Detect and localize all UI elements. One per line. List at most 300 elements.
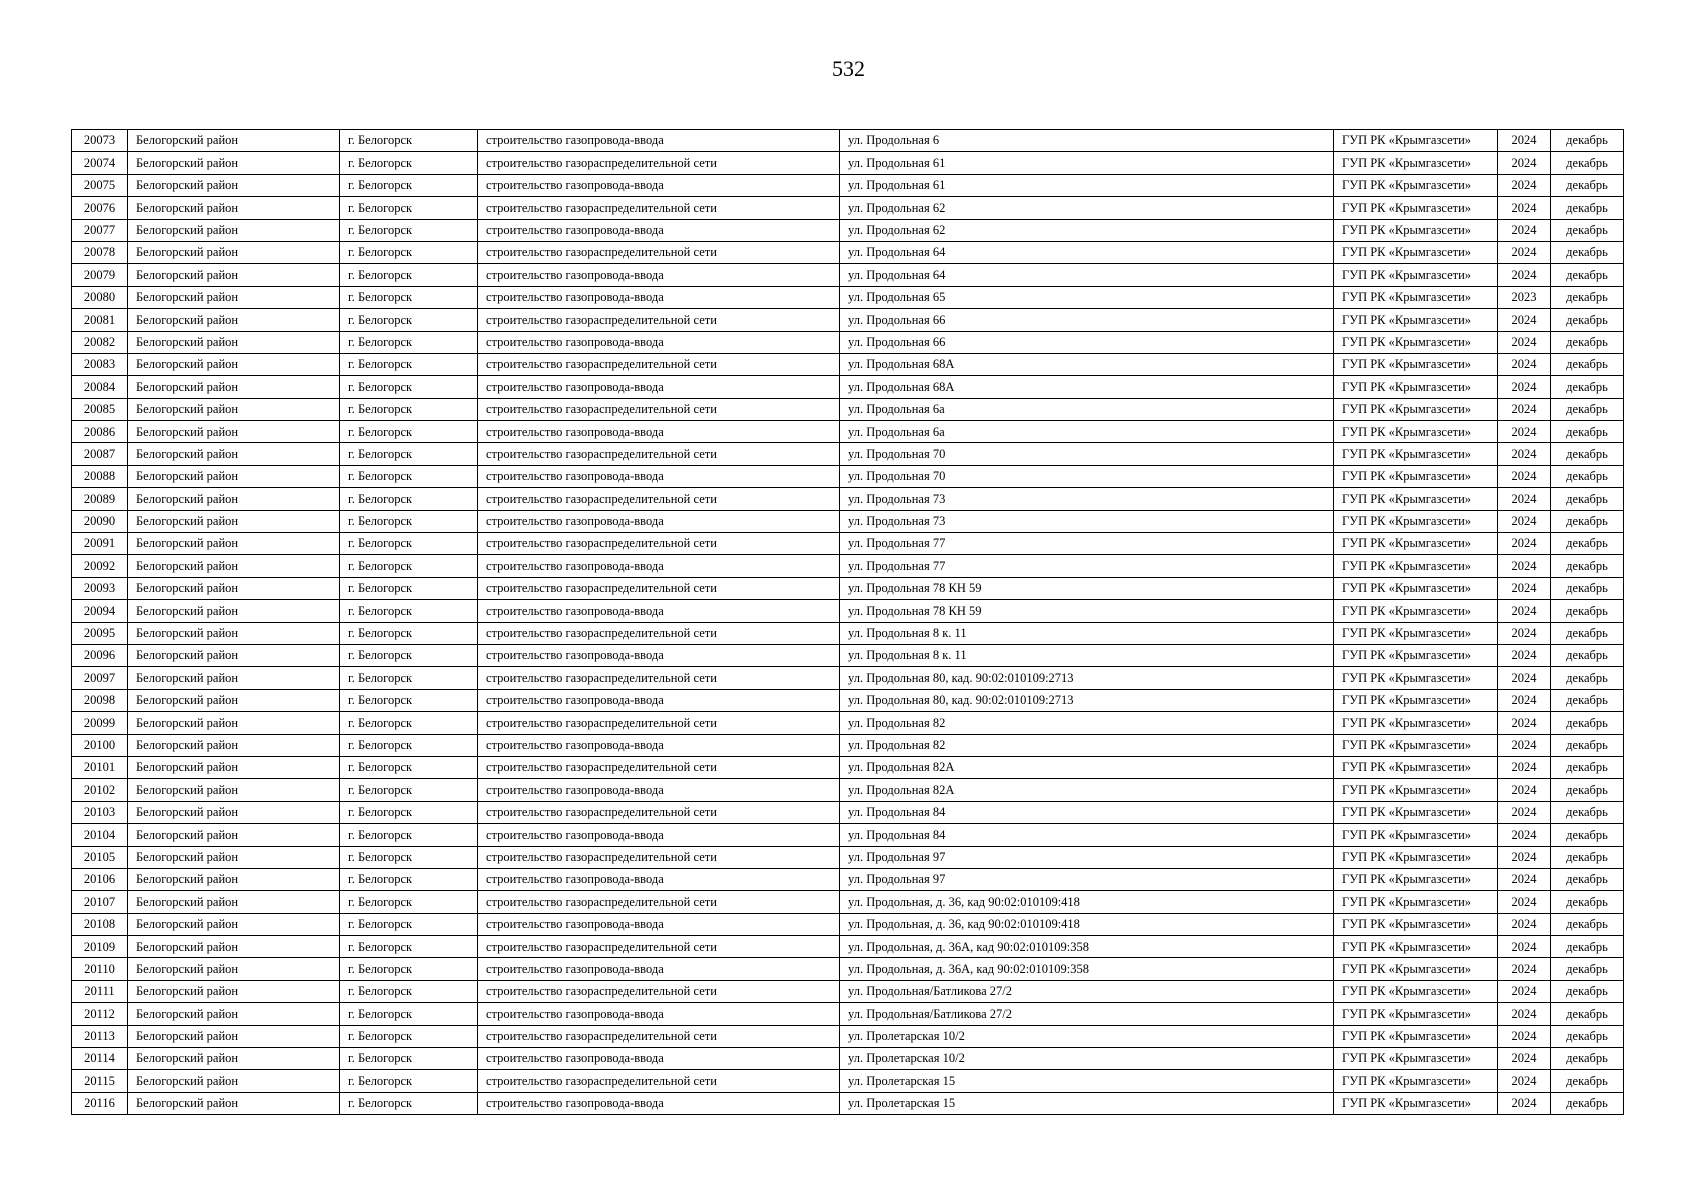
table-row xyxy=(72,734,1624,756)
cell-district: Белогорский район xyxy=(128,801,340,823)
cell-city: г. Белогорск xyxy=(340,734,478,756)
cell-month: декабрь xyxy=(1551,891,1624,913)
cell-address: ул. Продольная, д. 36А, кад 90:02:010109:358 xyxy=(840,958,1334,980)
cell-organization: ГУП РК «Крымгазсети» xyxy=(1334,309,1498,331)
cell-district: Белогорский район xyxy=(128,689,340,711)
cell-work-type: строительство газораспределительной сети xyxy=(478,1025,840,1047)
cell-number: 20089 xyxy=(72,488,128,510)
cell-address: ул. Продольная 80, кад. 90:02:010109:2713 xyxy=(840,667,1334,689)
cell-district: Белогорский район xyxy=(128,152,340,174)
cell-organization: ГУП РК «Крымгазсети» xyxy=(1334,1003,1498,1025)
cell-month: декабрь xyxy=(1551,219,1624,241)
cell-district: Белогорский район xyxy=(128,712,340,734)
table-row xyxy=(72,600,1624,622)
cell-work-type: строительство газораспределительной сети xyxy=(478,756,840,778)
cell-address: ул. Продольная 77 xyxy=(840,533,1334,555)
cell-organization: ГУП РК «Крымгазсети» xyxy=(1334,398,1498,420)
cell-organization: ГУП РК «Крымгазсети» xyxy=(1334,734,1498,756)
cell-work-type: строительство газопровода-ввода xyxy=(478,465,840,487)
cell-organization: ГУП РК «Крымгазсети» xyxy=(1334,443,1498,465)
cell-number: 20099 xyxy=(72,712,128,734)
table-row xyxy=(72,1092,1624,1114)
table-row xyxy=(72,488,1624,510)
cell-number: 20086 xyxy=(72,421,128,443)
cell-number: 20080 xyxy=(72,286,128,308)
cell-organization: ГУП РК «Крымгазсети» xyxy=(1334,533,1498,555)
cell-organization: ГУП РК «Крымгазсети» xyxy=(1334,465,1498,487)
cell-month: декабрь xyxy=(1551,577,1624,599)
cell-city: г. Белогорск xyxy=(340,443,478,465)
cell-city: г. Белогорск xyxy=(340,174,478,196)
cell-work-type: строительство газораспределительной сети xyxy=(478,197,840,219)
cell-work-type: строительство газораспределительной сети xyxy=(478,667,840,689)
cell-month: декабрь xyxy=(1551,622,1624,644)
cell-address: ул. Продольная 61 xyxy=(840,174,1334,196)
cell-organization: ГУП РК «Крымгазсети» xyxy=(1334,689,1498,711)
cell-year: 2024 xyxy=(1498,533,1551,555)
cell-work-type: строительство газораспределительной сети xyxy=(478,309,840,331)
cell-month: декабрь xyxy=(1551,980,1624,1002)
cell-organization: ГУП РК «Крымгазсети» xyxy=(1334,712,1498,734)
cell-organization: ГУП РК «Крымгазсети» xyxy=(1334,264,1498,286)
cell-organization: ГУП РК «Крымгазсети» xyxy=(1334,868,1498,890)
cell-year: 2024 xyxy=(1498,1070,1551,1092)
cell-city: г. Белогорск xyxy=(340,1070,478,1092)
cell-organization: ГУП РК «Крымгазсети» xyxy=(1334,756,1498,778)
cell-month: декабрь xyxy=(1551,846,1624,868)
cell-work-type: строительство газораспределительной сети xyxy=(478,936,840,958)
cell-address: ул. Пролетарская 10/2 xyxy=(840,1025,1334,1047)
table-row xyxy=(72,846,1624,868)
cell-organization: ГУП РК «Крымгазсети» xyxy=(1334,913,1498,935)
cell-year: 2024 xyxy=(1498,1025,1551,1047)
cell-year: 2024 xyxy=(1498,353,1551,375)
cell-city: г. Белогорск xyxy=(340,779,478,801)
cell-city: г. Белогорск xyxy=(340,286,478,308)
cell-work-type: строительство газопровода-ввода xyxy=(478,331,840,353)
cell-address: ул. Продольная 97 xyxy=(840,846,1334,868)
cell-number: 20076 xyxy=(72,197,128,219)
cell-organization: ГУП РК «Крымгазсети» xyxy=(1334,152,1498,174)
cell-district: Белогорский район xyxy=(128,443,340,465)
cell-number: 20112 xyxy=(72,1003,128,1025)
cell-district: Белогорский район xyxy=(128,309,340,331)
cell-city: г. Белогорск xyxy=(340,1092,478,1114)
cell-city: г. Белогорск xyxy=(340,980,478,1002)
cell-work-type: строительство газопровода-ввода xyxy=(478,734,840,756)
cell-number: 20084 xyxy=(72,376,128,398)
cell-district: Белогорский район xyxy=(128,1025,340,1047)
cell-month: декабрь xyxy=(1551,756,1624,778)
cell-district: Белогорский район xyxy=(128,1070,340,1092)
cell-month: декабрь xyxy=(1551,600,1624,622)
cell-year: 2024 xyxy=(1498,734,1551,756)
cell-address: ул. Продольная 61 xyxy=(840,152,1334,174)
cell-year: 2024 xyxy=(1498,152,1551,174)
cell-work-type: строительство газораспределительной сети xyxy=(478,443,840,465)
cell-number: 20103 xyxy=(72,801,128,823)
cell-number: 20107 xyxy=(72,891,128,913)
cell-number: 20102 xyxy=(72,779,128,801)
cell-district: Белогорский район xyxy=(128,353,340,375)
cell-address: ул. Продольная 84 xyxy=(840,801,1334,823)
cell-month: декабрь xyxy=(1551,689,1624,711)
cell-year: 2024 xyxy=(1498,1048,1551,1070)
cell-year: 2024 xyxy=(1498,577,1551,599)
cell-work-type: строительство газопровода-ввода xyxy=(478,376,840,398)
cell-work-type: строительство газораспределительной сети xyxy=(478,152,840,174)
cell-year: 2024 xyxy=(1498,376,1551,398)
cell-year: 2024 xyxy=(1498,488,1551,510)
cell-address: ул. Пролетарская 15 xyxy=(840,1070,1334,1092)
cell-work-type: строительство газораспределительной сети xyxy=(478,801,840,823)
cell-address: ул. Продольная 82А xyxy=(840,756,1334,778)
cell-city: г. Белогорск xyxy=(340,353,478,375)
cell-address: ул. Продольная 73 xyxy=(840,488,1334,510)
cell-city: г. Белогорск xyxy=(340,331,478,353)
cell-organization: ГУП РК «Крымгазсети» xyxy=(1334,891,1498,913)
cell-city: г. Белогорск xyxy=(340,241,478,263)
cell-work-type: строительство газораспределительной сети xyxy=(478,488,840,510)
cell-month: декабрь xyxy=(1551,264,1624,286)
cell-organization: ГУП РК «Крымгазсети» xyxy=(1334,376,1498,398)
cell-city: г. Белогорск xyxy=(340,600,478,622)
cell-month: декабрь xyxy=(1551,667,1624,689)
cell-district: Белогорский район xyxy=(128,577,340,599)
cell-number: 20088 xyxy=(72,465,128,487)
cell-month: декабрь xyxy=(1551,510,1624,532)
table-row xyxy=(72,1070,1624,1092)
cell-district: Белогорский район xyxy=(128,398,340,420)
cell-work-type: строительство газопровода-ввода xyxy=(478,644,840,666)
cell-number: 20113 xyxy=(72,1025,128,1047)
cell-number: 20079 xyxy=(72,264,128,286)
cell-organization: ГУП РК «Крымгазсети» xyxy=(1334,779,1498,801)
cell-year: 2024 xyxy=(1498,712,1551,734)
cell-year: 2023 xyxy=(1498,286,1551,308)
cell-organization: ГУП РК «Крымгазсети» xyxy=(1334,644,1498,666)
cell-address: ул. Продольная 8 к. 11 xyxy=(840,622,1334,644)
table-row xyxy=(72,667,1624,689)
cell-year: 2024 xyxy=(1498,868,1551,890)
table-row xyxy=(72,197,1624,219)
cell-number: 20075 xyxy=(72,174,128,196)
table-row xyxy=(72,1003,1624,1025)
cell-number: 20110 xyxy=(72,958,128,980)
cell-work-type: строительство газопровода-ввода xyxy=(478,174,840,196)
cell-work-type: строительство газопровода-ввода xyxy=(478,1092,840,1114)
cell-year: 2024 xyxy=(1498,421,1551,443)
cell-month: декабрь xyxy=(1551,488,1624,510)
cell-organization: ГУП РК «Крымгазсети» xyxy=(1334,331,1498,353)
cell-number: 20081 xyxy=(72,309,128,331)
cell-city: г. Белогорск xyxy=(340,197,478,219)
table-row xyxy=(72,622,1624,644)
cell-organization: ГУП РК «Крымгазсети» xyxy=(1334,622,1498,644)
cell-district: Белогорский район xyxy=(128,1048,340,1070)
cell-work-type: строительство газопровода-ввода xyxy=(478,600,840,622)
cell-work-type: строительство газопровода-ввода xyxy=(478,958,840,980)
cell-year: 2024 xyxy=(1498,801,1551,823)
table-row xyxy=(72,689,1624,711)
cell-organization: ГУП РК «Крымгазсети» xyxy=(1334,555,1498,577)
cell-number: 20116 xyxy=(72,1092,128,1114)
cell-address: ул. Продольная 77 xyxy=(840,555,1334,577)
table-row xyxy=(72,555,1624,577)
table-row xyxy=(72,756,1624,778)
cell-number: 20082 xyxy=(72,331,128,353)
cell-month: декабрь xyxy=(1551,465,1624,487)
cell-city: г. Белогорск xyxy=(340,577,478,599)
cell-district: Белогорский район xyxy=(128,868,340,890)
cell-organization: ГУП РК «Крымгазсети» xyxy=(1334,1048,1498,1070)
cell-organization: ГУП РК «Крымгазсети» xyxy=(1334,421,1498,443)
cell-number: 20092 xyxy=(72,555,128,577)
cell-city: г. Белогорск xyxy=(340,555,478,577)
cell-work-type: строительство газораспределительной сети xyxy=(478,353,840,375)
cell-work-type: строительство газораспределительной сети xyxy=(478,622,840,644)
table-row xyxy=(72,891,1624,913)
cell-city: г. Белогорск xyxy=(340,936,478,958)
cell-month: декабрь xyxy=(1551,443,1624,465)
table-row xyxy=(72,286,1624,308)
cell-number: 20087 xyxy=(72,443,128,465)
cell-address: ул. Пролетарская 15 xyxy=(840,1092,1334,1114)
table-row xyxy=(72,1048,1624,1070)
cell-address: ул. Продольная 66 xyxy=(840,331,1334,353)
cell-year: 2024 xyxy=(1498,241,1551,263)
cell-month: декабрь xyxy=(1551,936,1624,958)
cell-address: ул. Продольная 6 xyxy=(840,130,1334,152)
cell-district: Белогорский район xyxy=(128,913,340,935)
cell-number: 20085 xyxy=(72,398,128,420)
cell-address: ул. Продольная 62 xyxy=(840,219,1334,241)
cell-city: г. Белогорск xyxy=(340,756,478,778)
cell-address: ул. Продольная 6а xyxy=(840,398,1334,420)
cell-year: 2024 xyxy=(1498,1092,1551,1114)
cell-number: 20100 xyxy=(72,734,128,756)
cell-city: г. Белогорск xyxy=(340,465,478,487)
cell-month: декабрь xyxy=(1551,241,1624,263)
cell-address: ул. Продольная 64 xyxy=(840,241,1334,263)
cell-district: Белогорский район xyxy=(128,824,340,846)
page-number: 532 xyxy=(832,56,865,81)
cell-organization: ГУП РК «Крымгазсети» xyxy=(1334,801,1498,823)
cell-year: 2024 xyxy=(1498,756,1551,778)
cell-city: г. Белогорск xyxy=(340,824,478,846)
cell-year: 2024 xyxy=(1498,824,1551,846)
cell-work-type: строительство газораспределительной сети xyxy=(478,980,840,1002)
table-row xyxy=(72,130,1624,152)
cell-number: 20090 xyxy=(72,510,128,532)
cell-month: декабрь xyxy=(1551,353,1624,375)
cell-number: 20108 xyxy=(72,913,128,935)
cell-district: Белогорский район xyxy=(128,936,340,958)
cell-city: г. Белогорск xyxy=(340,219,478,241)
cell-month: декабрь xyxy=(1551,398,1624,420)
cell-address: ул. Продольная 70 xyxy=(840,465,1334,487)
cell-city: г. Белогорск xyxy=(340,421,478,443)
cell-number: 20078 xyxy=(72,241,128,263)
cell-organization: ГУП РК «Крымгазсети» xyxy=(1334,824,1498,846)
cell-work-type: строительство газораспределительной сети xyxy=(478,712,840,734)
table-row xyxy=(72,443,1624,465)
cell-address: ул. Продольная 82 xyxy=(840,734,1334,756)
cell-number: 20073 xyxy=(72,130,128,152)
cell-month: декабрь xyxy=(1551,712,1624,734)
cell-month: декабрь xyxy=(1551,1092,1624,1114)
table-row xyxy=(72,779,1624,801)
cell-month: декабрь xyxy=(1551,1070,1624,1092)
cell-district: Белогорский район xyxy=(128,600,340,622)
cell-district: Белогорский район xyxy=(128,644,340,666)
cell-address: ул. Продольная, д. 36А, кад 90:02:010109:358 xyxy=(840,936,1334,958)
cell-address: ул. Продольная 73 xyxy=(840,510,1334,532)
cell-district: Белогорский район xyxy=(128,331,340,353)
table-row xyxy=(72,712,1624,734)
cell-address: ул. Продольная/Батликова 27/2 xyxy=(840,980,1334,1002)
cell-year: 2024 xyxy=(1498,130,1551,152)
cell-number: 20115 xyxy=(72,1070,128,1092)
cell-address: ул. Продольная 70 xyxy=(840,443,1334,465)
cell-year: 2024 xyxy=(1498,644,1551,666)
cell-district: Белогорский район xyxy=(128,846,340,868)
cell-month: декабрь xyxy=(1551,286,1624,308)
cell-address: ул. Продольная, д. 36, кад 90:02:010109:418 xyxy=(840,913,1334,935)
cell-city: г. Белогорск xyxy=(340,488,478,510)
cell-organization: ГУП РК «Крымгазсети» xyxy=(1334,1092,1498,1114)
cell-work-type: строительство газопровода-ввода xyxy=(478,1048,840,1070)
cell-address: ул. Продольная 6а xyxy=(840,421,1334,443)
cell-address: ул. Продольная 68А xyxy=(840,376,1334,398)
table-row xyxy=(72,868,1624,890)
cell-address: ул. Продольная 62 xyxy=(840,197,1334,219)
cell-work-type: строительство газораспределительной сети xyxy=(478,533,840,555)
cell-year: 2024 xyxy=(1498,264,1551,286)
cell-work-type: строительство газопровода-ввода xyxy=(478,555,840,577)
cell-month: декабрь xyxy=(1551,801,1624,823)
cell-year: 2024 xyxy=(1498,891,1551,913)
cell-number: 20111 xyxy=(72,980,128,1002)
cell-month: декабрь xyxy=(1551,734,1624,756)
table-row xyxy=(72,980,1624,1002)
cell-district: Белогорский район xyxy=(128,219,340,241)
table-row xyxy=(72,219,1624,241)
cell-address: ул. Продольная 66 xyxy=(840,309,1334,331)
cell-month: декабрь xyxy=(1551,421,1624,443)
cell-year: 2024 xyxy=(1498,555,1551,577)
cell-city: г. Белогорск xyxy=(340,152,478,174)
cell-district: Белогорский район xyxy=(128,241,340,263)
cell-city: г. Белогорск xyxy=(340,689,478,711)
cell-organization: ГУП РК «Крымгазсети» xyxy=(1334,510,1498,532)
cell-month: декабрь xyxy=(1551,868,1624,890)
cell-number: 20077 xyxy=(72,219,128,241)
cell-organization: ГУП РК «Крымгазсети» xyxy=(1334,846,1498,868)
cell-number: 20104 xyxy=(72,824,128,846)
cell-month: декабрь xyxy=(1551,331,1624,353)
cell-month: декабрь xyxy=(1551,376,1624,398)
cell-month: декабрь xyxy=(1551,1003,1624,1025)
table-row xyxy=(72,264,1624,286)
cell-number: 20106 xyxy=(72,868,128,890)
cell-district: Белогорский район xyxy=(128,488,340,510)
cell-number: 20093 xyxy=(72,577,128,599)
cell-organization: ГУП РК «Крымгазсети» xyxy=(1334,174,1498,196)
cell-number: 20114 xyxy=(72,1048,128,1070)
cell-year: 2024 xyxy=(1498,936,1551,958)
cell-city: г. Белогорск xyxy=(340,712,478,734)
cell-work-type: строительство газопровода-ввода xyxy=(478,130,840,152)
cell-city: г. Белогорск xyxy=(340,510,478,532)
cell-month: декабрь xyxy=(1551,533,1624,555)
cell-city: г. Белогорск xyxy=(340,1048,478,1070)
table-row xyxy=(72,510,1624,532)
cell-number: 20098 xyxy=(72,689,128,711)
cell-district: Белогорский район xyxy=(128,510,340,532)
cell-year: 2024 xyxy=(1498,980,1551,1002)
cell-district: Белогорский район xyxy=(128,980,340,1002)
cell-city: г. Белогорск xyxy=(340,644,478,666)
cell-month: декабрь xyxy=(1551,555,1624,577)
cell-work-type: строительство газораспределительной сети xyxy=(478,241,840,263)
cell-work-type: строительство газопровода-ввода xyxy=(478,913,840,935)
cell-city: г. Белогорск xyxy=(340,398,478,420)
cell-district: Белогорский район xyxy=(128,756,340,778)
cell-month: декабрь xyxy=(1551,644,1624,666)
cell-address: ул. Продольная, д. 36, кад 90:02:010109:418 xyxy=(840,891,1334,913)
cell-work-type: строительство газопровода-ввода xyxy=(478,779,840,801)
cell-organization: ГУП РК «Крымгазсети» xyxy=(1334,130,1498,152)
table-row xyxy=(72,152,1624,174)
cell-number: 20109 xyxy=(72,936,128,958)
cell-year: 2024 xyxy=(1498,443,1551,465)
cell-city: г. Белогорск xyxy=(340,1003,478,1025)
table-row xyxy=(72,331,1624,353)
cell-work-type: строительство газопровода-ввода xyxy=(478,824,840,846)
cell-city: г. Белогорск xyxy=(340,622,478,644)
table-row xyxy=(72,533,1624,555)
cell-organization: ГУП РК «Крымгазсети» xyxy=(1334,286,1498,308)
table-row xyxy=(72,398,1624,420)
cell-month: декабрь xyxy=(1551,309,1624,331)
cell-work-type: строительство газопровода-ввода xyxy=(478,286,840,308)
cell-year: 2024 xyxy=(1498,1003,1551,1025)
table-row xyxy=(72,376,1624,398)
cell-organization: ГУП РК «Крымгазсети» xyxy=(1334,600,1498,622)
table-row xyxy=(72,353,1624,375)
cell-city: г. Белогорск xyxy=(340,309,478,331)
cell-year: 2024 xyxy=(1498,465,1551,487)
cell-organization: ГУП РК «Крымгазсети» xyxy=(1334,197,1498,219)
table-row xyxy=(72,913,1624,935)
cell-district: Белогорский район xyxy=(128,264,340,286)
cell-month: декабрь xyxy=(1551,1048,1624,1070)
cell-district: Белогорский район xyxy=(128,555,340,577)
cell-month: декабрь xyxy=(1551,824,1624,846)
cell-district: Белогорский район xyxy=(128,1003,340,1025)
cell-city: г. Белогорск xyxy=(340,913,478,935)
cell-address: ул. Продольная 78 КН 59 xyxy=(840,577,1334,599)
cell-address: ул. Продольная 82 xyxy=(840,712,1334,734)
table-row xyxy=(72,801,1624,823)
cell-month: декабрь xyxy=(1551,197,1624,219)
cell-address: ул. Продольная 64 xyxy=(840,264,1334,286)
cell-work-type: строительство газопровода-ввода xyxy=(478,1003,840,1025)
cell-year: 2024 xyxy=(1498,331,1551,353)
cell-city: г. Белогорск xyxy=(340,1025,478,1047)
table-body xyxy=(72,130,1624,1115)
